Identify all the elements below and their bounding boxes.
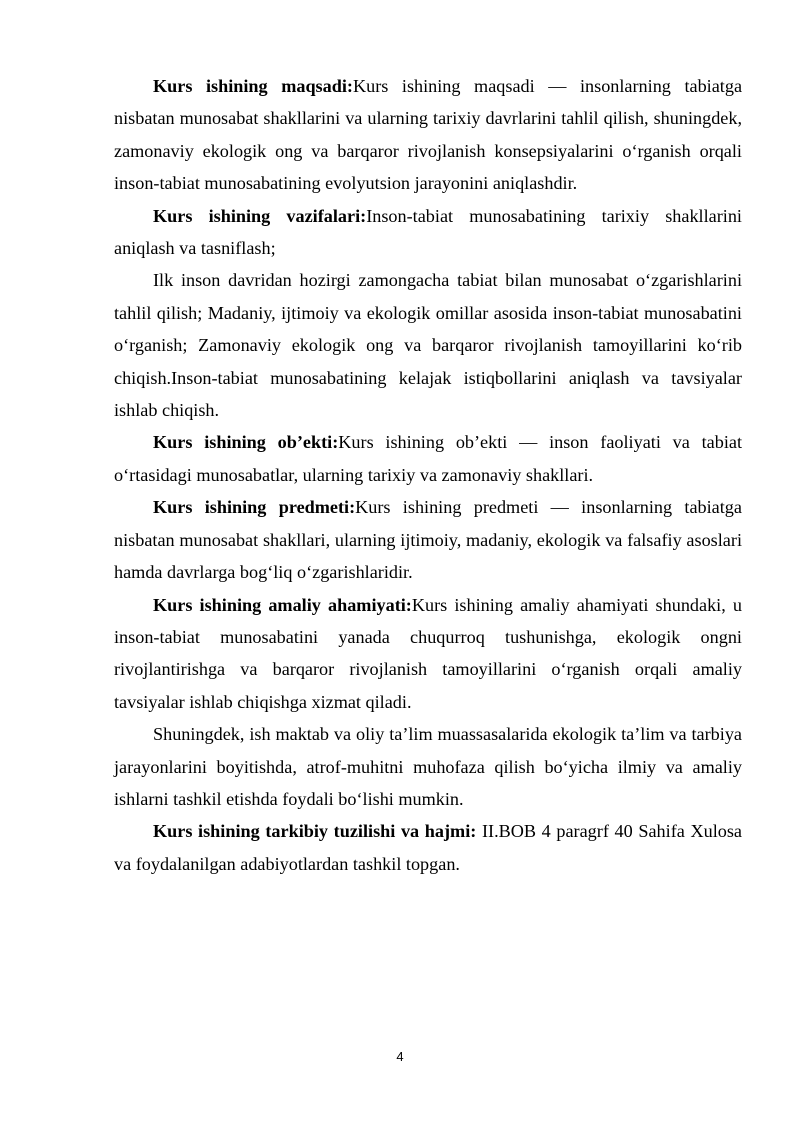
paragraph-label: Kurs ishining predmeti: [153,497,356,518]
paragraph-text: Shuningdek, ish maktab va oliy ta’lim muassasalarida ekologik ta’lim va tarbiya jarayonlarini boyitishda, atrof-muhitni muhofaza qilish boʻyicha ilmiy va amaliy ishlarni tashkil etishda foydali boʻlishi mumkin. [114,724,742,809]
document-body [114,70,742,880]
paragraph-text: Kurs ishining predmeti — insonlarning tabiatga nisbatan munosabat shakllari, ularning ijtimoiy, madaniy, ekologik va falsafiy asoslari hamda davrlarga bogʻliq oʻzgarishlaridir. [114,497,742,583]
paragraph-text: Kurs ishining amaliy ahamiyati shundaki, u inson-tabiat munosabatini yanada chuqurroq tushunishga, ekologik ongni rivojlantirishga va barqaror rivojlanish tamoyillarini oʻrganish orqali amaliy tavsiyalar ishlab chiqishga xizmat qiladi. [114,594,742,712]
paragraph-text: Kurs ishining maqsadi — insonlarning tabiatga nisbatan munosabat shakllarini va ularning tarixiy davrlarini tahlil qilish, shuningdek, zamonaviy ekologik ong va barqaror rivojlanish konsepsiyalarini oʻrganish orqali inson-tabiat munosabatining evolyutsion jarayonini aniqlashdir. [114,76,743,194]
paragraph-label: Kurs ishining tarkibiy tuzilishi va hajmi: [153,821,477,842]
paragraph-label: Kurs ishining maqsadi: [153,76,353,96]
paragraph-practical-significance [114,589,742,719]
paragraph-additionally [114,718,742,815]
paragraph-label: Kurs ishining vazifalari: [153,205,367,226]
paragraph-text: Ilk inson davridan hozirgi zamongacha tabiat bilan munosabat oʻzgarishlarini tahlil qilish; Madaniy, ijtimoiy va ekologik omillar asosida inson-tabiat munosabatini oʻrganish; Zamonaviy ekologik ong va barqaror rivojlanish tamoyillarini koʻrib chiqish.Inson-tabiat munosabatining kelajak istiqbollarini aniqlash va tavsiyalar ishlab chiqish. [114,270,742,421]
paragraph-tasks-list [114,264,742,426]
paragraph-object [114,426,742,491]
paragraph-text: Kurs ishining ob’ekti — inson faoliyati va tabiat oʻrtasidagi munosabatlar, ularning tarixiy va zamonaviy shakllari. [114,432,742,485]
page-number: 4 [396,1049,404,1064]
paragraph-tasks [114,200,742,265]
paragraph-text: II.BOB 4 paragrf 40 Sahifa Xulosa va foydalanilgan adabiyotlardan tashkil topgan. [114,821,742,874]
paragraph-label: Kurs ishining amaliy ahamiyati: [153,594,412,615]
paragraph-subject [114,491,742,588]
paragraph-structure [114,815,742,880]
paragraph-text: Inson-tabiat munosabatining tarixiy shakllarini aniqlash va tasniflash; [114,205,742,259]
paragraph-goal [114,70,742,200]
paragraph-label: Kurs ishining ob’ekti: [153,432,339,453]
